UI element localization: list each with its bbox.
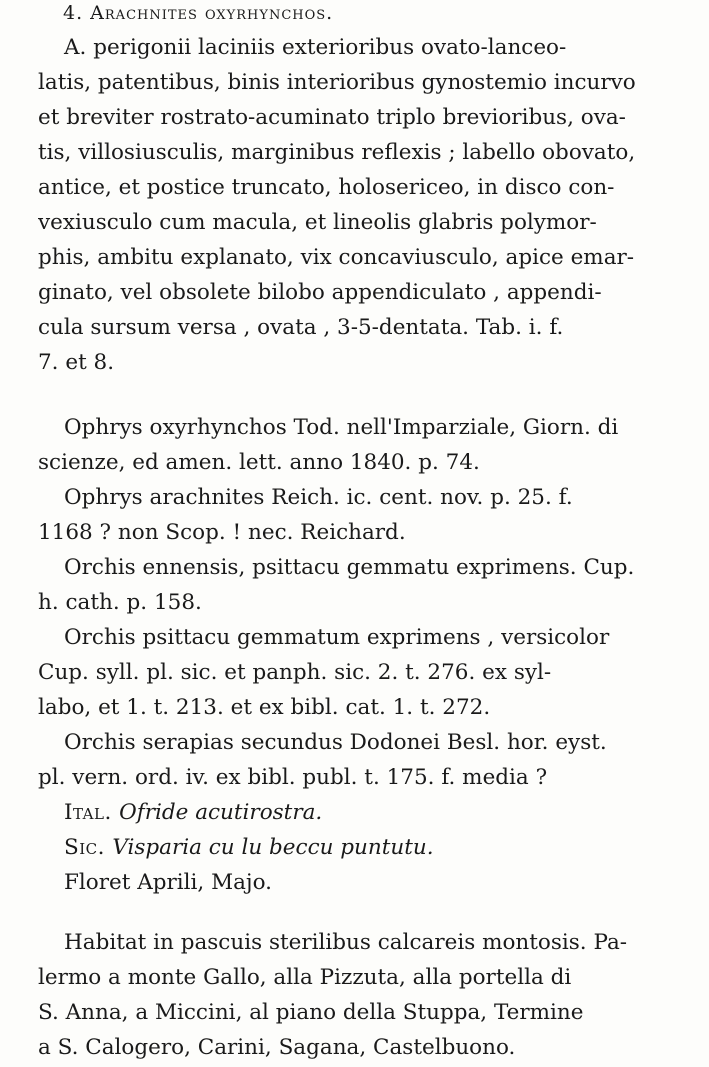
species-description <box>38 30 686 380</box>
synonym-line: Ophrys oxyrhynchos Tod. nell'Imparziale, Giorn. di <box>64 415 619 440</box>
italian-name-line <box>38 795 686 830</box>
description-line: latis, patentibus, binis interioribus gynostemio incurvo <box>38 70 636 95</box>
synonym-line: Cup. syll. pl. sic. et panph. sic. 2. t. 276. ex syl- <box>38 660 552 685</box>
description-line: et breviter rostrato-acuminato triplo brevioribus, ova- <box>38 105 626 130</box>
description-line: antice, et postice truncato, holosericeo, in disco con- <box>38 175 615 200</box>
vernacular-names <box>38 795 686 900</box>
flowering-period: Floret Aprili, Majo. <box>64 870 272 895</box>
description-line: 7. et 8. <box>38 350 115 375</box>
synonymy-list <box>38 410 686 795</box>
synonym-line: 1168 ? non Scop. ! nec. Reichard. <box>38 520 406 545</box>
description-line: A. perigonii laciniis exterioribus ovato-lanceo- <box>64 35 567 60</box>
sicilian-name: Visparia cu lu beccu puntutu. <box>112 835 434 860</box>
description-line: cula sursum versa , ovata , 3-5-dentata. Tab. i. f. <box>38 315 564 340</box>
italian-name: Ofride acutirostra. <box>119 800 323 825</box>
description-line: ginato, vel obsolete bilobo appendiculato , appendi- <box>38 280 602 305</box>
sicilian-label: Sic. <box>64 835 113 860</box>
description-line: vexiusculo cum macula, et lineolis glabris polymor- <box>38 210 597 235</box>
habitat-line: S. Anna, a Miccini, al piano della Stuppa, Termine <box>38 1000 584 1025</box>
italian-label: Ital. <box>64 800 120 825</box>
habitat-line: Habitat in pascuis sterilibus calcareis montosis. Pa- <box>64 930 628 955</box>
synonym-line: Orchis serapias secundus Dodonei Besl. hor. eyst. <box>64 730 607 755</box>
habitat-paragraph <box>38 925 686 1065</box>
synonym-line: Orchis psittacu gemmatum exprimens , versicolor <box>64 625 610 650</box>
synonym-line: pl. vern. ord. iv. ex bibl. publ. t. 175. f. media ? <box>38 765 548 790</box>
synonym-line: Orchis ennensis, psittacu gemmatu exprimens. Cup. <box>64 555 635 580</box>
synonym-line: labo, et 1. t. 213. et ex bibl. cat. 1. t. 272. <box>38 695 491 720</box>
synonym-line: scienze, ed amen. lett. anno 1840. p. 74. <box>38 450 480 475</box>
description-line: tis, villosiusculis, marginibus reflexis ; labello obovato, <box>38 140 636 165</box>
habitat-line: a S. Calogero, Carini, Sagana, Castelbuono. <box>38 1035 516 1060</box>
description-line: phis, ambitu explanato, vix concaviusculo, apice emar- <box>38 245 635 270</box>
synonym-line: Ophrys arachnites Reich. ic. cent. nov. p. 25. f. <box>64 485 573 510</box>
synonym-line: h. cath. p. 158. <box>38 590 202 615</box>
sicilian-name-line <box>38 830 686 865</box>
species-heading: 4. Arachnites oxyrhynchos. <box>63 2 334 24</box>
habitat-line: lermo a monte Gallo, alla Pizzuta, alla portella di <box>38 965 572 990</box>
